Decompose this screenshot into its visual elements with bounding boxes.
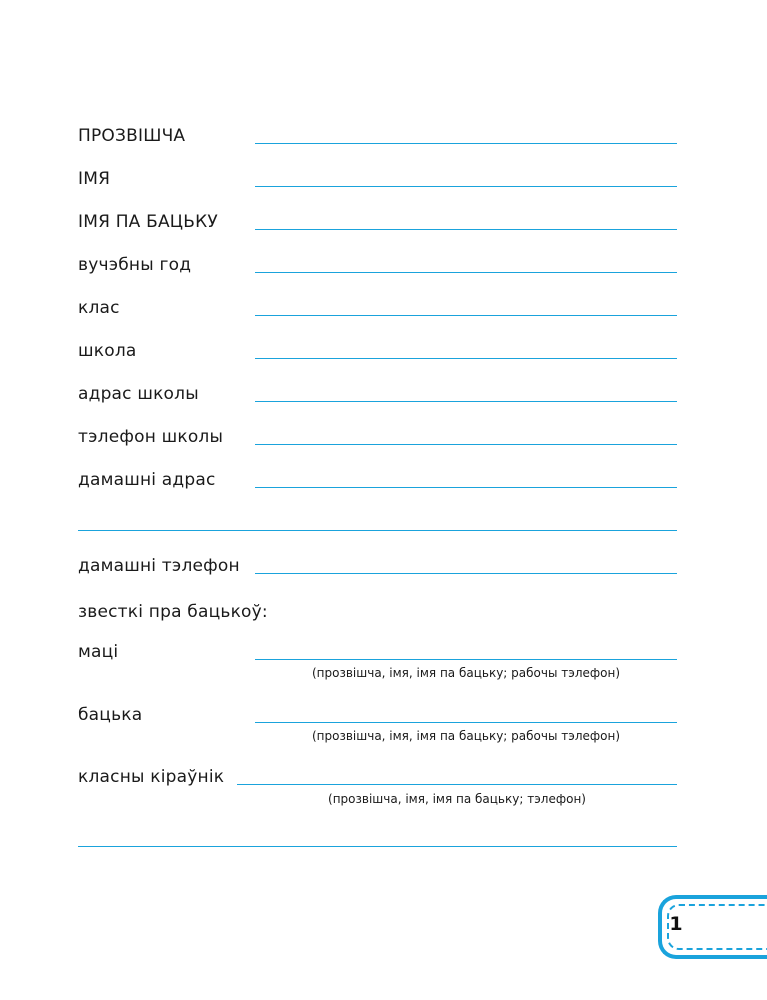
- father-label: бацька: [78, 705, 143, 725]
- teacher-field-extra[interactable]: [78, 846, 677, 847]
- page-number: 1: [669, 913, 683, 935]
- home-phone-field[interactable]: [255, 573, 677, 574]
- home-address-field-extra[interactable]: [78, 530, 677, 531]
- mother-label: маці: [78, 642, 119, 662]
- school-year-field[interactable]: [255, 272, 677, 273]
- home-address-field[interactable]: [255, 487, 677, 488]
- school-year-label: вучэбны год: [78, 255, 192, 275]
- father-field[interactable]: [255, 722, 677, 723]
- patronymic-field[interactable]: [255, 229, 677, 230]
- teacher-caption: (прозвішча, імя, імя па бацьку; тэлефон): [328, 792, 586, 806]
- school-label: школа: [78, 341, 137, 361]
- surname-label: ПРОЗВІШЧА: [78, 126, 186, 146]
- class-label: клас: [78, 298, 120, 318]
- school-address-field[interactable]: [255, 401, 677, 402]
- home-phone-label: дамашні тэлефон: [78, 556, 240, 576]
- mother-caption: (прозвішча, імя, імя па бацьку; рабочы тэлефон): [311, 666, 621, 680]
- name-label: ІМЯ: [78, 169, 111, 189]
- teacher-field[interactable]: [237, 784, 677, 785]
- parents-info-label: звесткі пра бацькоў:: [78, 602, 268, 622]
- patronymic-label: ІМЯ ПА БАЦЬКУ: [78, 212, 218, 232]
- school-phone-field[interactable]: [255, 444, 677, 445]
- school-field[interactable]: [255, 358, 677, 359]
- surname-field[interactable]: [255, 143, 677, 144]
- teacher-label: класны кіраўнік: [78, 767, 225, 787]
- class-field[interactable]: [255, 315, 677, 316]
- school-phone-label: тэлефон школы: [78, 427, 224, 447]
- father-caption: (прозвішча, імя, імя па бацьку; рабочы тэлефон): [311, 729, 621, 743]
- school-address-label: адрас школы: [78, 384, 199, 404]
- name-field[interactable]: [255, 186, 677, 187]
- home-address-label: дамашні адрас: [78, 470, 216, 490]
- mother-field[interactable]: [255, 659, 677, 660]
